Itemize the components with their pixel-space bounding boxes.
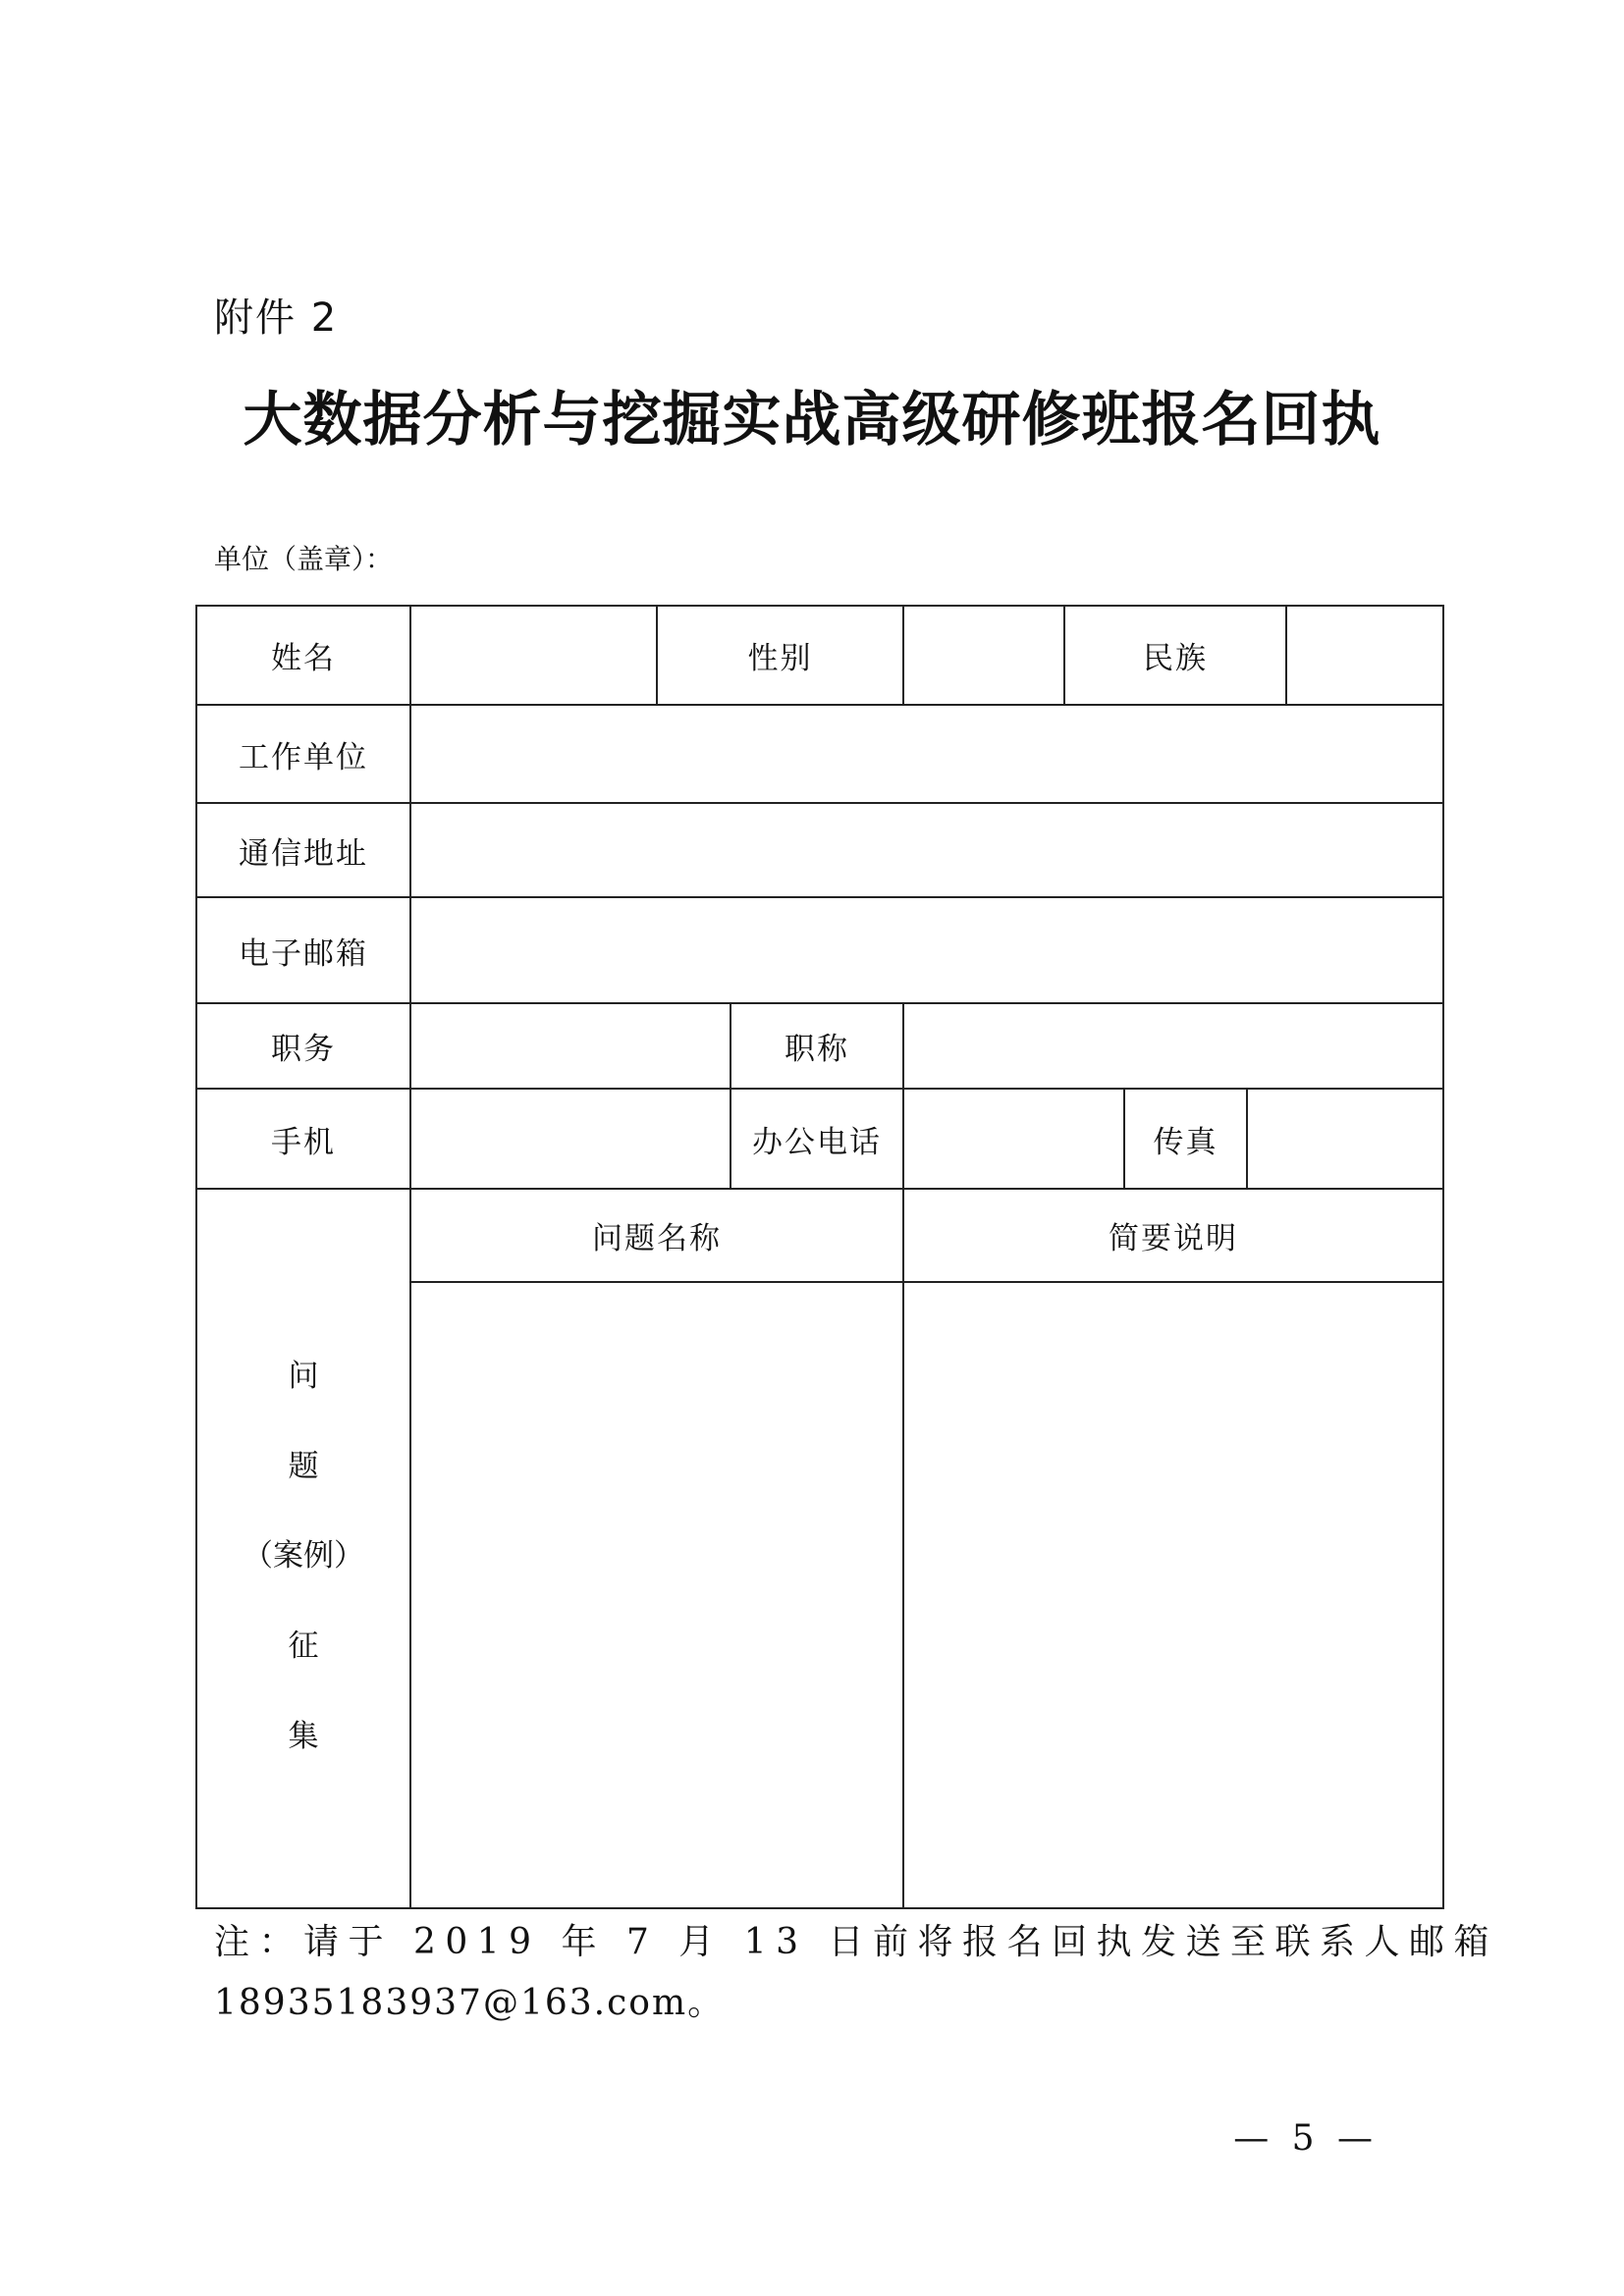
address-label: 通信地址 [239,835,368,872]
question-collection-label-1: 问 [288,1359,319,1394]
question-collection-label-3: （案例） [243,1538,364,1574]
submission-note [214,1912,1498,2034]
question-collection-label-5: 集 [288,1719,319,1754]
mobile-label: 手机 [271,1124,336,1160]
row-divider [409,1281,1442,1283]
document-title: 大数据分析与挖掘实战高级研修班报名回执 [243,386,1381,454]
question-collection-label-4: 征 [288,1629,319,1664]
col-divider [902,607,904,704]
name-label: 姓名 [271,641,336,676]
registration-form-table [195,605,1444,1909]
question-name-header: 问题名称 [592,1221,722,1256]
job-title-label: 职称 [785,1032,849,1067]
office-phone-label: 办公电话 [752,1124,882,1160]
work-unit-label: 工作单位 [239,739,368,775]
col-divider [1246,1088,1248,1188]
gender-label: 性别 [747,641,813,676]
note-line-1: 注：请于 2019 年 7 月 13 日前将报名回执发送至联系人邮箱 [214,1922,1498,1962]
page-number: — 5 — [1233,2118,1379,2159]
attachment-label: 附件 2 [214,295,339,341]
fax-label: 传真 [1153,1124,1218,1160]
question-collection-label-2: 题 [288,1449,319,1484]
email-label: 电子邮箱 [239,935,368,972]
col-divider [902,1002,904,1907]
note-line-2: 18935183937@163.com。 [214,1983,726,2023]
description-header: 简要说明 [1109,1221,1238,1256]
ethnicity-label: 民族 [1143,641,1208,676]
position-label: 职务 [271,1032,336,1067]
col-divider [1285,607,1287,704]
unit-stamp-label: 单位（盖章）： [214,543,394,575]
